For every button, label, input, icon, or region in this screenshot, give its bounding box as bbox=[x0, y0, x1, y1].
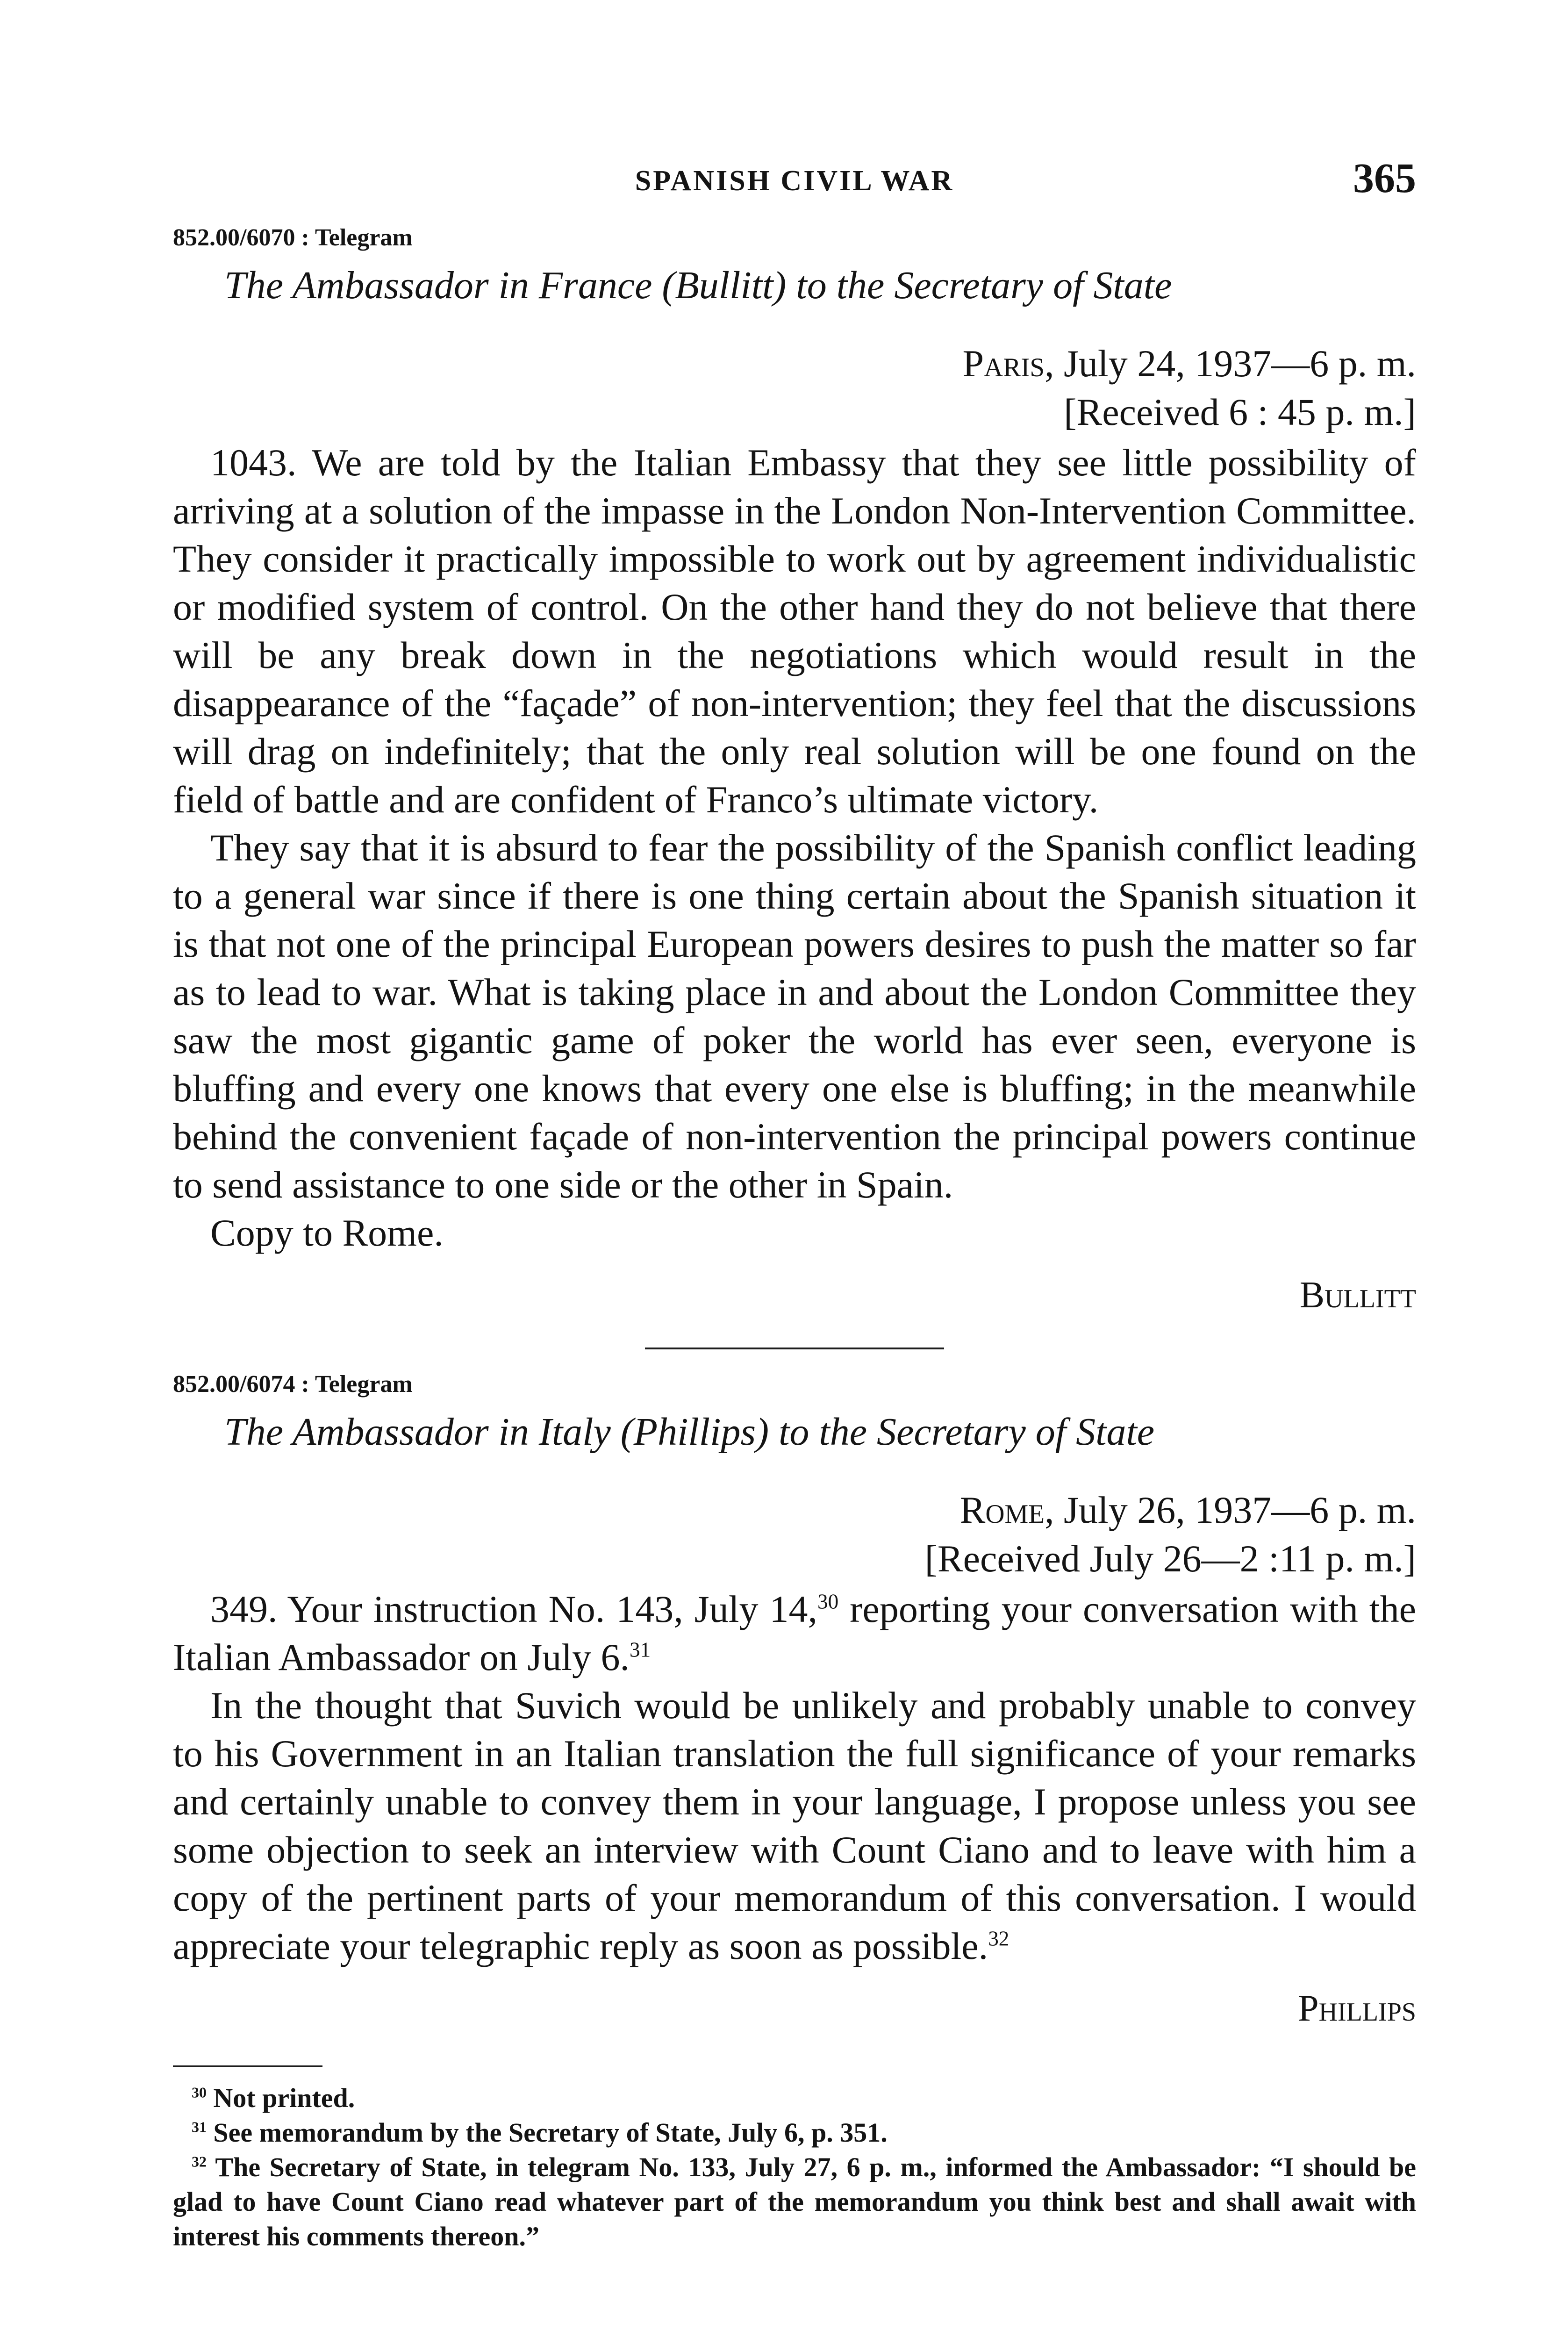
received-time: [Received 6 : 45 p. m.] bbox=[1064, 391, 1416, 433]
running-title: SPANISH CIVIL WAR bbox=[635, 165, 954, 197]
footnote-ref: 32 bbox=[988, 1927, 1010, 1950]
footnote-ref: 31 bbox=[630, 1638, 651, 1662]
footnote-mark: 32 bbox=[192, 2153, 207, 2170]
paragraph: In the thought that Suvich would be unlikely and probably unable to convey to his Government in an Italian translation the full significance of your remarks and certainly unable to convey them in your language, I propose unless you see some objection to seek an interview with Count Ciano and to leave with him a copy of the pertinent parts of your memorandum of this conversation. I would appreciate your telegraphic reply as soon as possible.$^{32}$ bbox=[173, 1684, 1416, 1967]
footnote: $^{31}$ See memorandum by the Secretary of State, July 6, p. 351. bbox=[192, 2117, 888, 2148]
footnote-divider bbox=[173, 2065, 322, 2067]
signature: Bullitt bbox=[1299, 1275, 1416, 1316]
section-divider bbox=[645, 1348, 944, 1349]
document-page bbox=[173, 154, 1416, 2254]
telegram-bullitt bbox=[173, 222, 1416, 1319]
footnote-ref: 30 bbox=[817, 1590, 839, 1613]
dateline-place: Paris, bbox=[962, 342, 1054, 385]
paragraph: 349. Your instruction No. 143, July 14,30 reporting your conversation with the Italian Ambassador on July 6.31 bbox=[173, 1588, 1416, 1678]
footnotes bbox=[173, 2081, 1416, 2254]
paragraph: 1043. We are told by the Italian Embassy that they see little possibility of arriving at a solution of the impasse in the London Non-Intervention Committee. They consider it practically impossible to work out by agreement individualistic or modified system of control. On the other hand they do not believe that there will be any break down in the negotiations which would result in the disappearance of the “façade” of non-intervention; they feel that the discussions will drag on indefinitely; that the only real solution will be one found on the field of battle and are confident of Franco’s ultimate victory. bbox=[173, 441, 1416, 821]
file-reference: 852.00/6070 : Telegram bbox=[173, 224, 413, 251]
paragraph: They say that it is absurd to fear the possibility of the Spanish conflict leading to a general war since if there is one thing certain about the Spanish situation it is that not one of the principal European powers desires to push the matter so far as to lead to war. What is taking place in and about the London Committee they saw the most gigantic game of poker the world has ever seen, everyone is bluffing and every one knows that every one else is bluffing; in the meanwhile behind the convenient façade of non-intervention the principal powers continue to send assistance to one side or the other in Spain. bbox=[173, 826, 1416, 1206]
dateline bbox=[173, 339, 1416, 437]
document-title: The Ambassador in Italy (Phillips) to the Secretary of State bbox=[224, 1410, 1155, 1454]
file-reference: 852.00/6074 : Telegram bbox=[173, 1371, 413, 1398]
footnote-mark: 30 bbox=[192, 2084, 207, 2101]
document-title: The Ambassador in France (Bullitt) to the Secretary of State bbox=[224, 264, 1172, 307]
footnote-mark: 31 bbox=[192, 2119, 207, 2136]
footnote: $^{32}$ The Secretary of State, in telegram No. 133, July 27, 6 p. m., informed the Ambassador: “I should be glad to have Count Ciano read whatever part of the memorandum you think best and shall await with interest his comments thereon.” bbox=[173, 2152, 1417, 2251]
telegram-phillips bbox=[173, 1368, 1416, 2033]
dateline-date: July 26, 1937—6 p. m. bbox=[1054, 1489, 1416, 1531]
running-head bbox=[173, 154, 1416, 210]
footnote: $^{30}$ Not printed. bbox=[192, 2083, 355, 2113]
signature: Phillips bbox=[1298, 1988, 1416, 2029]
paragraph: Copy to Rome. bbox=[210, 1212, 444, 1254]
received-time: [Received July 26—2 :11 p. m.] bbox=[924, 1537, 1416, 1580]
page-number: 365 bbox=[1353, 155, 1416, 201]
dateline-date: July 24, 1937—6 p. m. bbox=[1054, 342, 1416, 385]
dateline-place: Rome, bbox=[959, 1489, 1054, 1531]
dateline bbox=[173, 1486, 1416, 1583]
